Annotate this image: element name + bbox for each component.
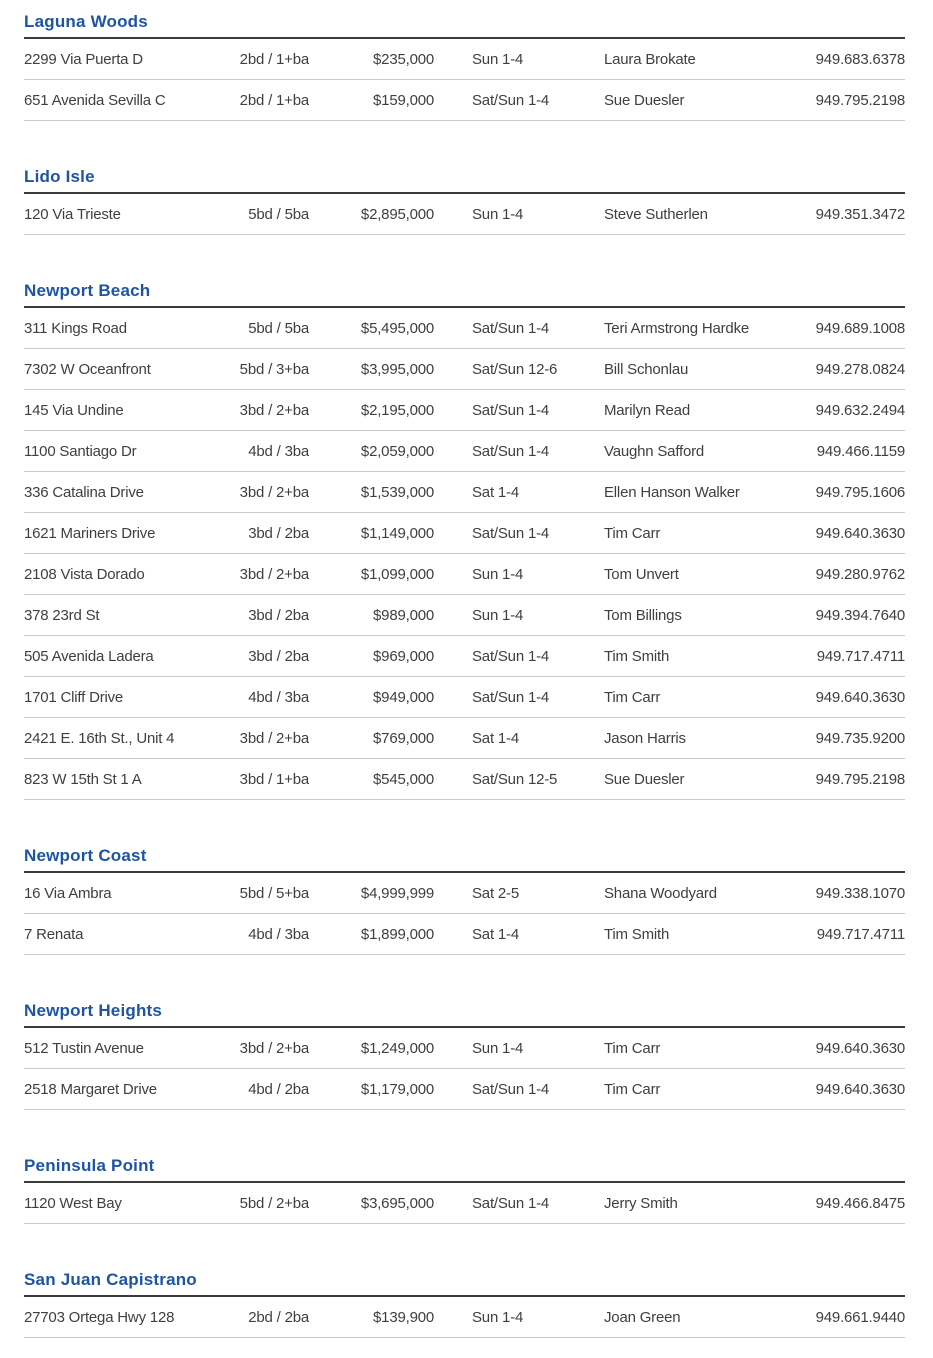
address-cell: 1621 Mariners Drive (24, 524, 156, 542)
agent-cell: Vaughn Safford (604, 442, 705, 460)
address-cell: 311 Kings Road (24, 319, 127, 337)
address-cell: 7302 W Oceanfront (24, 360, 151, 378)
phone-cell: 949.795.1606 (815, 483, 905, 501)
address-cell: 505 Avenida Ladera (24, 647, 154, 665)
open-house-time-cell: Sun 1-4 (472, 565, 524, 583)
open-house-time-cell: Sun 1-4 (472, 50, 524, 68)
address-cell: 27703 Ortega Hwy 128 (24, 1308, 175, 1326)
agent-cell: Tim Carr (604, 1039, 661, 1057)
beds-baths-cell: 3bd / 1+ba (239, 770, 309, 788)
open-house-time-cell: Sat 1-4 (472, 483, 519, 501)
beds-baths-cell: 3bd / 2ba (248, 524, 309, 542)
city-section-title: Lido Isle (24, 167, 905, 194)
price-cell: $2,195,000 (360, 401, 434, 419)
open-house-time-cell: Sat 2-5 (472, 884, 519, 902)
listing-rows (24, 873, 905, 955)
phone-cell: 949.632.2494 (815, 401, 905, 419)
address-cell: 2518 Margaret Drive (24, 1080, 157, 1098)
beds-baths-cell: 3bd / 2+ba (239, 1039, 309, 1057)
table-row (24, 1069, 905, 1110)
beds-baths-cell: 5bd / 5ba (248, 319, 309, 337)
address-cell: 1120 West Bay (24, 1194, 122, 1212)
table-row (24, 1297, 905, 1338)
beds-baths-cell: 5bd / 3+ba (239, 360, 309, 378)
beds-baths-cell: 5bd / 2+ba (239, 1194, 309, 1212)
address-cell: 823 W 15th St 1 A (24, 770, 142, 788)
address-cell: 1701 Cliff Drive (24, 688, 124, 706)
table-row (24, 39, 905, 80)
price-cell: $949,000 (373, 688, 434, 706)
listing-rows (24, 308, 905, 800)
beds-baths-cell: 2bd / 1+ba (239, 50, 309, 68)
open-house-time-cell: Sat/Sun 1-4 (472, 524, 550, 542)
price-cell: $159,000 (373, 91, 434, 109)
address-cell: 7 Renata (24, 925, 84, 943)
price-cell: $1,099,000 (360, 565, 434, 583)
table-row (24, 308, 905, 349)
table-row (24, 194, 905, 235)
table-row (24, 472, 905, 513)
beds-baths-cell: 3bd / 2+ba (239, 483, 309, 501)
agent-cell: Steve Sutherlen (604, 205, 708, 223)
agent-cell: Bill Schonlau (604, 360, 689, 378)
agent-cell: Shana Woodyard (604, 884, 717, 902)
beds-baths-cell: 2bd / 2ba (248, 1308, 309, 1326)
agent-cell: Tim Carr (604, 1080, 661, 1098)
open-house-time-cell: Sat 1-4 (472, 729, 519, 747)
price-cell: $2,895,000 (360, 205, 434, 223)
address-cell: 16 Via Ambra (24, 884, 112, 902)
agent-cell: Teri Armstrong Hardke (604, 319, 750, 337)
agent-cell: Ellen Hanson Walker (604, 483, 740, 501)
agent-cell: Jason Harris (604, 729, 686, 747)
table-row (24, 513, 905, 554)
beds-baths-cell: 5bd / 5ba (248, 205, 309, 223)
phone-cell: 949.351.3472 (815, 205, 905, 223)
price-cell: $5,495,000 (360, 319, 434, 337)
price-cell: $4,999,999 (360, 884, 434, 902)
table-row (24, 1028, 905, 1069)
agent-cell: Marilyn Read (604, 401, 690, 419)
open-house-time-cell: Sat/Sun 1-4 (472, 319, 550, 337)
agent-cell: Sue Duesler (604, 770, 685, 788)
table-row (24, 914, 905, 955)
beds-baths-cell: 4bd / 3ba (248, 442, 309, 460)
city-section-title: Newport Coast (24, 846, 905, 873)
table-row (24, 677, 905, 718)
beds-baths-cell: 2bd / 1+ba (239, 91, 309, 109)
price-cell: $769,000 (373, 729, 434, 747)
city-section (24, 281, 905, 800)
phone-cell: 949.640.3630 (815, 1080, 905, 1098)
beds-baths-cell: 4bd / 3ba (248, 925, 309, 943)
address-cell: 120 Via Trieste (24, 205, 121, 223)
phone-cell: 949.717.4711 (816, 925, 905, 943)
open-house-time-cell: Sat/Sun 1-4 (472, 647, 550, 665)
phone-cell: 949.735.9200 (815, 729, 905, 747)
price-cell: $235,000 (373, 50, 434, 68)
table-row (24, 80, 905, 121)
open-house-time-cell: Sat/Sun 1-4 (472, 1080, 550, 1098)
beds-baths-cell: 3bd / 2ba (248, 647, 309, 665)
phone-cell: 949.717.4711 (816, 647, 905, 665)
open-house-time-cell: Sun 1-4 (472, 606, 524, 624)
price-cell: $2,059,000 (360, 442, 434, 460)
table-row (24, 595, 905, 636)
city-section (24, 167, 905, 235)
city-section-title: Peninsula Point (24, 1156, 905, 1183)
address-cell: 651 Avenida Sevilla C (24, 91, 166, 109)
open-house-time-cell: Sat/Sun 1-4 (472, 442, 550, 460)
price-cell: $3,995,000 (360, 360, 434, 378)
price-cell: $989,000 (373, 606, 434, 624)
open-house-time-cell: Sat/Sun 12-5 (472, 770, 558, 788)
agent-cell: Tom Billings (604, 606, 682, 624)
address-cell: 145 Via Undine (24, 401, 124, 419)
beds-baths-cell: 3bd / 2+ba (239, 729, 309, 747)
price-cell: $1,179,000 (360, 1080, 434, 1098)
price-cell: $3,695,000 (360, 1194, 434, 1212)
beds-baths-cell: 5bd / 5+ba (239, 884, 309, 902)
address-cell: 2421 E. 16th St., Unit 4 (24, 729, 175, 747)
city-section-title: Newport Heights (24, 1001, 905, 1028)
agent-cell: Tim Smith (604, 647, 670, 665)
city-section (24, 1270, 905, 1338)
city-section-title: Newport Beach (24, 281, 905, 308)
phone-cell: 949.689.1008 (815, 319, 905, 337)
price-cell: $969,000 (373, 647, 434, 665)
table-row (24, 759, 905, 800)
city-section (24, 12, 905, 121)
table-row (24, 349, 905, 390)
table-row (24, 873, 905, 914)
sections-container (24, 12, 905, 1338)
phone-cell: 949.795.2198 (815, 770, 905, 788)
open-house-time-cell: Sat/Sun 1-4 (472, 91, 550, 109)
price-cell: $1,149,000 (360, 524, 434, 542)
open-house-time-cell: Sat/Sun 1-4 (472, 401, 550, 419)
open-house-time-cell: Sun 1-4 (472, 1039, 524, 1057)
agent-cell: Tim Carr (604, 688, 661, 706)
phone-cell: 949.640.3630 (815, 1039, 905, 1057)
agent-cell: Sue Duesler (604, 91, 685, 109)
agent-cell: Tom Unvert (604, 565, 679, 583)
address-cell: 1100 Santiago Dr (24, 442, 137, 460)
phone-cell: 949.280.9762 (815, 565, 905, 583)
price-cell: $1,899,000 (360, 925, 434, 943)
open-house-time-cell: Sun 1-4 (472, 1308, 524, 1326)
city-section (24, 1001, 905, 1110)
agent-cell: Jerry Smith (604, 1194, 678, 1212)
listing-rows (24, 39, 905, 121)
phone-cell: 949.278.0824 (815, 360, 905, 378)
listing-rows (24, 1297, 905, 1338)
phone-cell: 949.338.1070 (815, 884, 905, 902)
city-section-title: Laguna Woods (24, 12, 905, 39)
open-house-time-cell: Sun 1-4 (472, 205, 524, 223)
city-section (24, 846, 905, 955)
table-row (24, 636, 905, 677)
listing-rows (24, 1183, 905, 1224)
open-house-time-cell: Sat/Sun 1-4 (472, 688, 550, 706)
city-section-title: San Juan Capistrano (24, 1270, 905, 1297)
agent-cell: Tim Smith (604, 925, 670, 943)
open-house-time-cell: Sat 1-4 (472, 925, 519, 943)
price-cell: $1,539,000 (360, 483, 434, 501)
agent-cell: Laura Brokate (604, 50, 696, 68)
table-row (24, 1183, 905, 1224)
table-row (24, 431, 905, 472)
address-cell: 512 Tustin Avenue (24, 1039, 144, 1057)
agent-cell: Tim Carr (604, 524, 661, 542)
price-cell: $545,000 (373, 770, 434, 788)
address-cell: 378 23rd St (24, 606, 100, 624)
phone-cell: 949.394.7640 (815, 606, 905, 624)
address-cell: 2299 Via Puerta D (24, 50, 143, 68)
phone-cell: 949.683.6378 (815, 50, 905, 68)
beds-baths-cell: 3bd / 2ba (248, 606, 309, 624)
address-cell: 336 Catalina Drive (24, 483, 144, 501)
table-row (24, 554, 905, 595)
price-cell: $1,249,000 (360, 1039, 434, 1057)
phone-cell: 949.795.2198 (815, 91, 905, 109)
beds-baths-cell: 3bd / 2+ba (239, 565, 309, 583)
phone-cell: 949.640.3630 (815, 688, 905, 706)
agent-cell: Joan Green (604, 1308, 681, 1326)
listing-rows (24, 194, 905, 235)
phone-cell: 949.640.3630 (815, 524, 905, 542)
open-house-time-cell: Sat/Sun 1-4 (472, 1194, 550, 1212)
price-cell: $139,900 (373, 1308, 434, 1326)
phone-cell: 949.466.1159 (816, 442, 905, 460)
table-row (24, 718, 905, 759)
city-section (24, 1156, 905, 1224)
listing-rows (24, 1028, 905, 1110)
address-cell: 2108 Vista Dorado (24, 565, 145, 583)
open-house-time-cell: Sat/Sun 12-6 (472, 360, 558, 378)
beds-baths-cell: 3bd / 2+ba (239, 401, 309, 419)
phone-cell: 949.661.9440 (815, 1308, 905, 1326)
table-row (24, 390, 905, 431)
beds-baths-cell: 4bd / 2ba (248, 1080, 309, 1098)
beds-baths-cell: 4bd / 3ba (248, 688, 309, 706)
phone-cell: 949.466.8475 (815, 1194, 905, 1212)
